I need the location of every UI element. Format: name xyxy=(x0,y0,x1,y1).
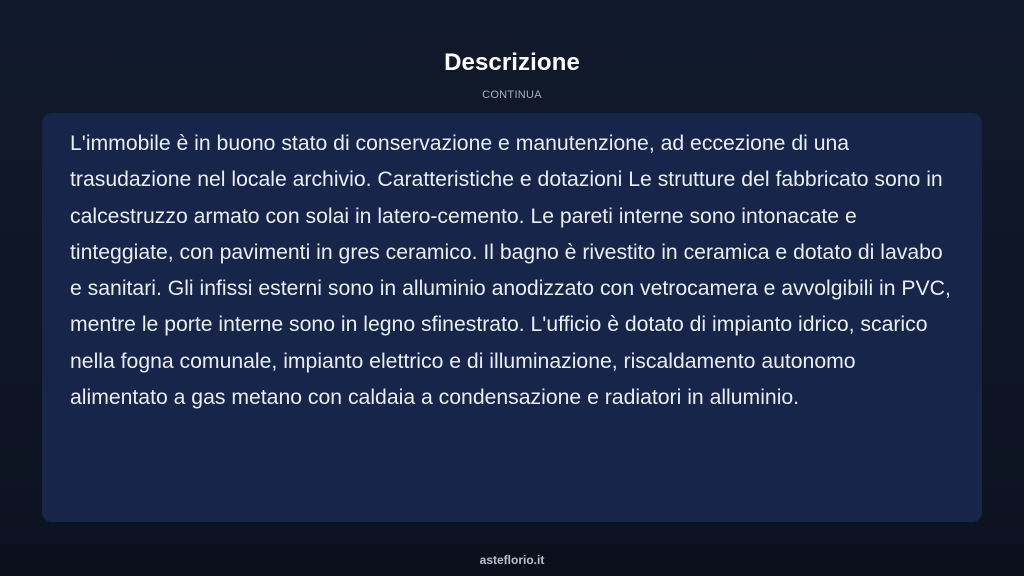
page-subtitle: CONTINUA xyxy=(482,89,542,101)
description-text: L'immobile è in buono stato di conservazione e manutenzione, ad eccezione di una trasudazione nel locale archivio. Caratteristiche e dotazioni Le strutture del fabbricato sono in calcestruzzo armato con solai in latero-cemento. Le pareti interne sono intonacate e tinteggiate, con pavimenti in gres ceramico. Il bagno è rivestito in ceramica e dotato di lavabo e sanitari. Gli infissi esterni sono in alluminio anodizzato con vetrocamera e avvolgibili in PVC, mentre le porte interne sono in legno sfinestrato. L'ufficio è dotato di impianto idrico, scarico nella fogna comunale, impianto elettrico e di illuminazione, riscaldamento autonomo alimentato a gas metano con caldaia a condensazione e radiatori in alluminio. xyxy=(70,132,951,410)
page-title: Descrizione xyxy=(444,49,580,76)
description-card xyxy=(42,113,982,522)
site-name: asteflorio.it xyxy=(479,553,545,567)
footer xyxy=(0,544,1024,576)
header xyxy=(0,48,1024,102)
